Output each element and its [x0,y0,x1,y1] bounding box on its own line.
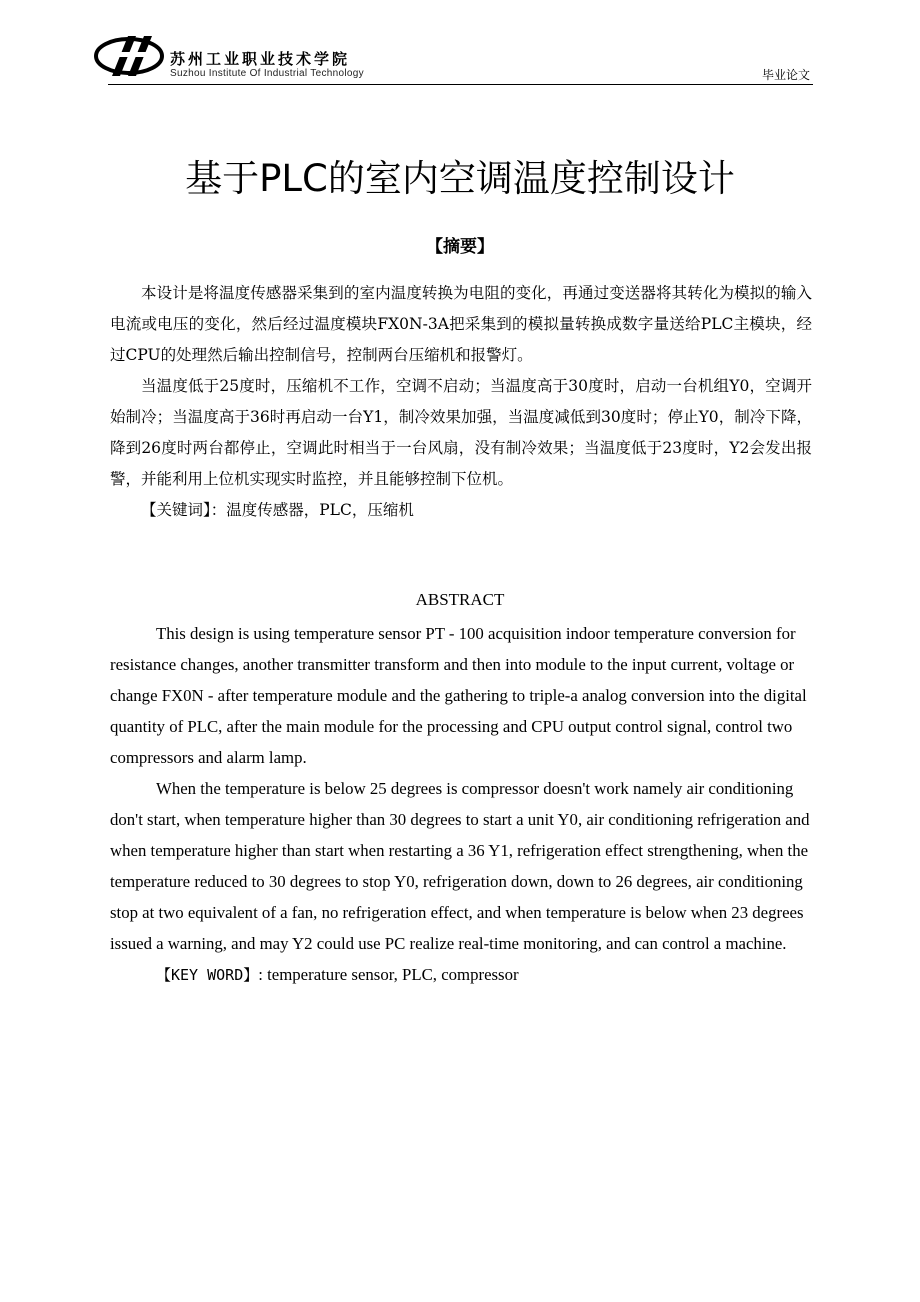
keywords-en-text: : temperature sensor, PLC, compressor [258,965,519,984]
page-header [0,0,920,90]
abstract-en-heading: ABSTRACT [415,590,505,609]
abstract-cn-paragraph: 本设计是将温度传感器采集到的室内温度转换为电阻的变化，再通过变送器将其转化为模拟的输入电流或电压的变化，然后经过温度模块FX0N-3A把采集到的模拟量转换成数字量送给PLC主模块，经过CPU的处理然后输出控制信号，控制两台压缩机和报警灯。 [110,284,812,364]
header-divider [108,84,813,85]
school-name-cn: 苏州工业职业技术学院 [170,50,351,68]
school-name-en: Suzhou Institute Of Industrial Technology [170,68,364,79]
abstract-cn-body [110,278,812,526]
abstract-cn-paragraph: 当温度低于25度时，压缩机不工作，空调不启动；当温度高于30度时，启动一台机组Y0，空调开始制冷；当温度高于36时再启动一台Y1，制冷效果加强，当温度减低到30度时；停止Y0，制冷下降，降到26度时两台都停止，空调此时相当于一台风扇，没有制冷效果；当温度低于23度时，Y2会发出报警，并能利用上位机实现实时监控，并且能够控制下位机。 [110,377,812,488]
abstract-en-paragraph: This design is using temperature sensor PT - 100 acquisition indoor temperature conversion for resistance changes, another transmitter transform and then into module to the input current, voltage or change FX0N - after temperature module and the gathering to triple-a analog conversion into the digital quantity of PLC, after the main module for the processing and CPU output control signal, control two compressors and alarm lamp. [110,624,807,767]
keywords-cn: 【关键词】：温度传感器，PLC，压缩机 [141,501,414,519]
keywords-en [110,959,820,991]
page-title: 基于PLC的室内空调温度控制设计 [185,157,735,200]
abstract-en-paragraph: When the temperature is below 25 degrees is compressor doesn't work namely air conditioning don't start, when temperature higher than 30 degrees to start a unit Y0, air conditioning refrigeration and when temperature higher than start when restarting a 36 Y1, refrigeration effect strengthening, when the temperature reduced to 30 degrees to stop Y0, refrigeration down, down to 26 degrees, air conditioning stop at two equivalent of a fan, no refrigeration effect, and when temperature is below when 23 degrees issued a warning, and may Y2 could use PC realize real-time monitoring, and can control a machine. [110,779,810,953]
abstract-cn-heading: 【摘要】 [426,237,494,257]
document-type: 毕业论文 [761,68,810,82]
abstract-en-body [110,618,820,991]
keywords-en-label: 【KEY WORD】 [156,966,259,984]
school-logo-icon [94,32,164,80]
